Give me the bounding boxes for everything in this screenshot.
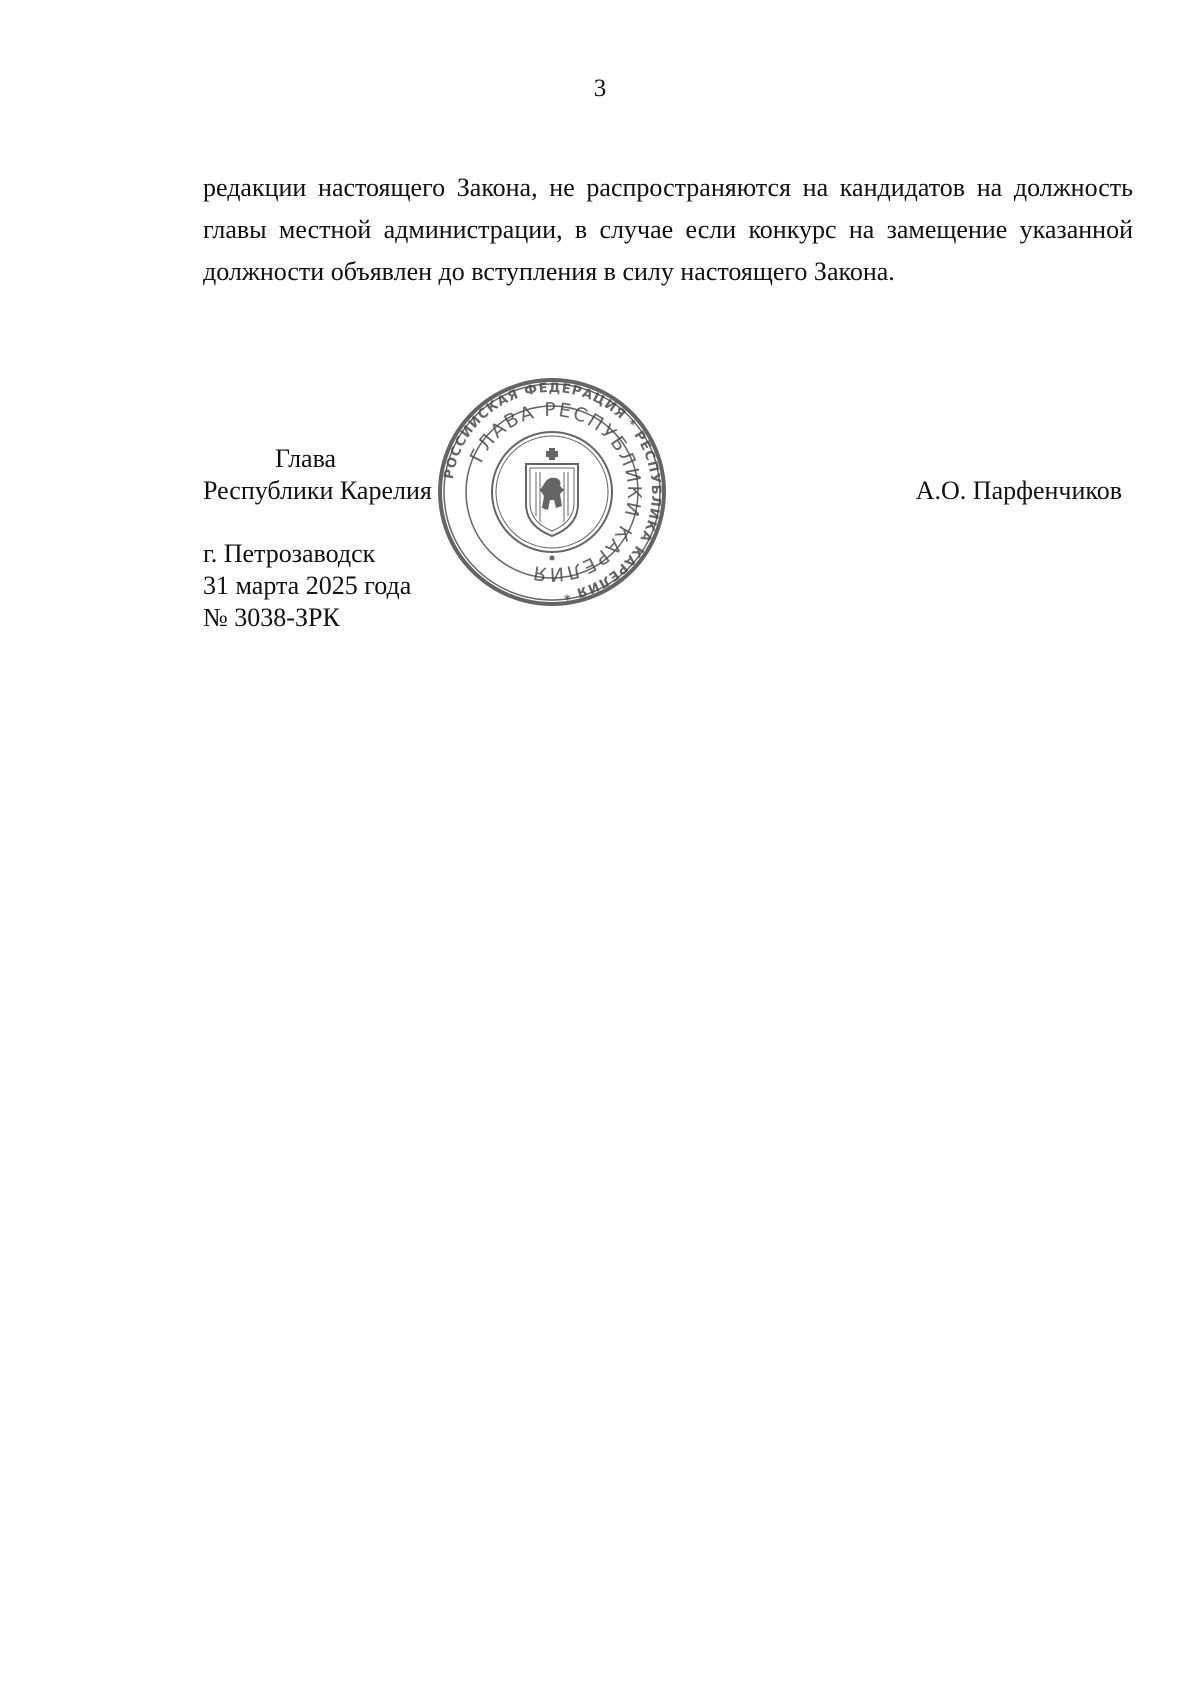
seal-inner-text: ГЛАВА РЕСПУБЛИКИ КАРЕЛИЯ <box>465 398 646 586</box>
signatory-name: А.О. Парфенчиков <box>915 476 1122 505</box>
official-seal <box>436 376 668 608</box>
signatory-title-line2: Республики Карелия <box>203 476 432 505</box>
law-paragraph: редакции настоящего Закона, не распространяются на кандидатов на должность главы местной администрации, в случае если конкурс на замещение указанной должности объявлен до вступления в силу настоящего Закона. <box>203 173 1133 286</box>
seal-icon <box>436 376 668 608</box>
law-number: № 3038-ЗРК <box>203 603 340 632</box>
city: г. Петрозаводск <box>203 539 376 568</box>
page-number: 3 <box>593 75 607 102</box>
seal-outer-text: РОССИЙСКАЯ ФЕДЕРАЦИЯ * РЕСПУБЛИКА КАРЕЛИЯ * <box>441 380 664 603</box>
signing-date: 31 марта 2025 года <box>203 571 412 600</box>
signatory-title-line1: Глава <box>275 444 337 473</box>
place-date-number-block <box>203 538 411 634</box>
